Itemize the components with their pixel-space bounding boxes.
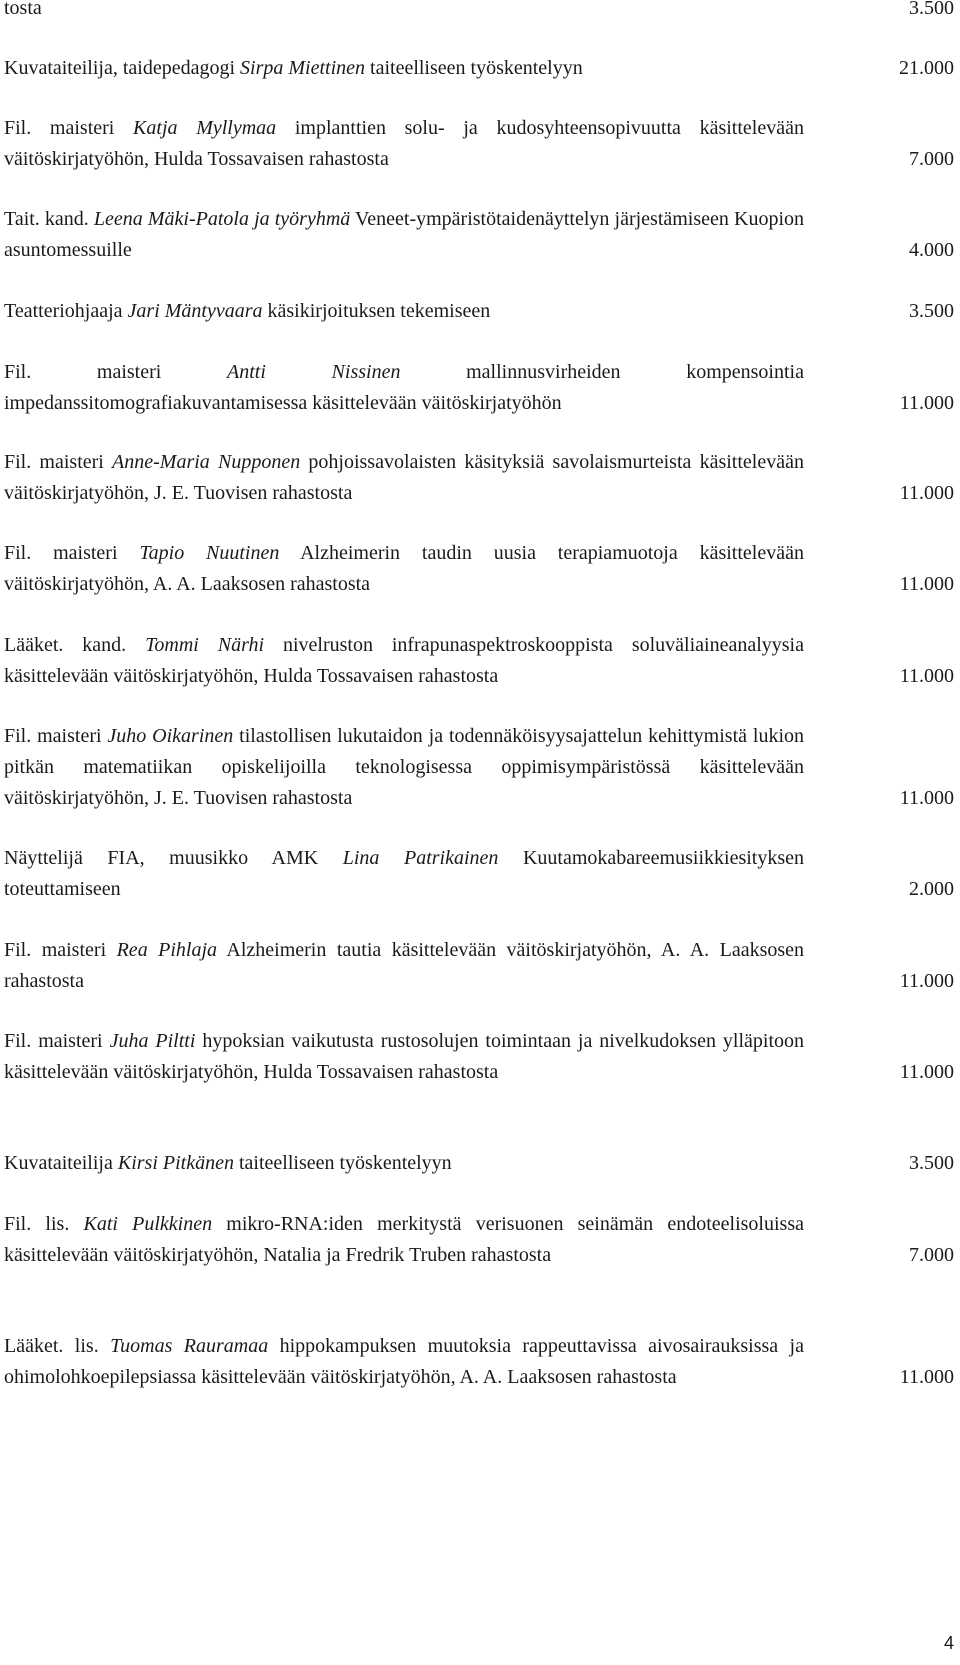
grant-entry	[4, 630, 954, 692]
recipient-name: Katja Myllymaa	[133, 117, 277, 139]
grant-text-post: Kuutamokabareemusiikkiesityksen toteuttamiseen	[4, 847, 805, 900]
grant-description	[4, 1026, 804, 1088]
grant-text-post: mikro-RNA:iden merkitystä verisuonen seinämän endoteelisoluissa käsittelevään väitöskirjatyöhön, Natalia ja Fredrik Truben rahastosta	[4, 1213, 804, 1266]
grant-text-pre: Fil. maisteri	[4, 725, 108, 747]
grant-entry	[4, 935, 954, 997]
grant-text-pre: tosta	[4, 0, 42, 19]
grant-entry	[4, 843, 954, 905]
grant-text-pre: Fil. maisteri	[4, 117, 134, 139]
recipient-name: Jari Mäntyvaara	[127, 300, 263, 322]
recipient-name: Tommi Närhi	[145, 634, 265, 656]
grant-entry	[4, 538, 954, 600]
grant-text-post: tilastollisen lukutaidon ja todennäköisyysajattelun kehittymistä lukion pitkän matematiikan opiskelijoilla teknologisessa oppimisympäristössä käsittelevään väitöskirjatyöhön, J. E. Tuovisen rahastosta	[4, 725, 804, 809]
grant-text-pre: Fil. maisteri	[4, 361, 227, 383]
grant-description	[4, 0, 804, 24]
grant-description	[4, 721, 804, 814]
grant-entry	[4, 357, 954, 419]
grant-description	[4, 113, 804, 175]
grant-amount: 21.000	[899, 57, 954, 79]
grant-text-pre: Näyttelijä FIA, muusikko AMK	[4, 847, 343, 869]
grant-text-pre: Lääket. kand.	[4, 634, 146, 656]
recipient-name: Antti Nissinen	[227, 361, 401, 383]
grant-entry	[4, 204, 954, 266]
grant-amount: 3.500	[909, 1152, 954, 1174]
grant-text-post: pohjoissavolaisten käsityksiä savolaismurteista käsittelevään väitöskirjatyöhön, J. E. Tuovisen rahastosta	[4, 451, 804, 504]
grant-text-pre: Fil. maisteri	[4, 542, 140, 564]
grant-description	[4, 843, 804, 905]
grant-text-pre: Lääket. lis.	[4, 1335, 111, 1357]
grant-text-post: käsikirjoituksen tekemiseen	[262, 300, 491, 322]
grant-amount: 11.000	[899, 970, 954, 992]
page-number: 4	[943, 1633, 954, 1653]
grant-entry	[4, 53, 954, 84]
grant-description	[4, 204, 804, 266]
grant-description	[4, 630, 804, 692]
grant-amount: 4.000	[909, 239, 954, 261]
recipient-name: Anne-Maria Nupponen	[112, 451, 301, 473]
grant-entry	[4, 296, 954, 327]
grant-amount: 7.000	[909, 148, 954, 170]
grant-amount: 7.000	[909, 1244, 954, 1266]
recipient-name: Tuomas Rauramaa	[110, 1335, 269, 1357]
recipient-name: Tapio Nuutinen	[139, 542, 280, 564]
grant-description	[4, 1209, 804, 1271]
grant-text-post: hypoksian vaikutusta rustosolujen toimintaan ja nivelkudoksen ylläpitoon käsittelevään väitöskirjatyöhön, Hulda Tossavaisen rahastosta	[4, 1030, 805, 1083]
recipient-name: Kati Pulkkinen	[83, 1213, 213, 1235]
recipient-name: Leena Mäki-Patola ja työryhmä	[93, 208, 351, 230]
grant-description	[4, 1331, 804, 1393]
grant-entry	[4, 721, 954, 814]
grant-entry	[4, 1026, 954, 1088]
grant-text-pre: Tait. kand.	[4, 208, 94, 230]
grant-amount: 11.000	[899, 1366, 954, 1388]
grant-amount: 2.000	[909, 878, 954, 900]
grant-text-post: taiteelliseen työskentelyyn	[233, 1152, 452, 1174]
grant-text-pre: Kuvataiteilija	[4, 1152, 118, 1174]
grant-text-post: implanttien solu- ja kudosyhteensopivuutta käsittelevään väitöskirjatyöhön, Hulda Tossavaisen rahastosta	[4, 117, 804, 170]
grant-text-post: hippokampuksen muutoksia rappeuttavissa aivosairauksissa ja ohimolohkoepilepsiassa käsittelevään väitöskirjatyöhön, A. A. Laaksosen rahastosta	[4, 1335, 804, 1388]
grant-amount: 11.000	[899, 573, 954, 595]
grant-text-pre: Fil. maisteri	[4, 939, 117, 961]
grant-text-pre: Fil. maisteri	[4, 451, 113, 473]
grant-amount: 11.000	[899, 392, 954, 414]
recipient-name: Rea Pihlaja	[116, 939, 218, 961]
grant-entry	[4, 447, 954, 509]
grant-description	[4, 538, 804, 600]
recipient-name: Juha Piltti	[109, 1030, 196, 1052]
grant-entry	[4, 0, 954, 24]
grant-description	[4, 447, 804, 509]
recipient-name: Sirpa Miettinen	[240, 57, 366, 79]
grant-text-post: mallinnusvirheiden kompensointia impedanssitomografiakuvantamisessa käsittelevään väitöskirjatyöhön	[4, 361, 804, 414]
grant-amount: 11.000	[899, 482, 954, 504]
grant-text-pre: Fil. lis.	[4, 1213, 84, 1235]
grant-description	[4, 935, 804, 997]
grant-amount: 11.000	[899, 665, 954, 687]
grant-text-post: Veneet-ympäristötaidenäyttelyn järjestämiseen Kuopion asuntomessuille	[4, 208, 805, 261]
grant-text-pre: Fil. maisteri	[4, 1030, 110, 1052]
grant-amount: 11.000	[899, 1061, 954, 1083]
recipient-name: Juho Oikarinen	[107, 725, 234, 747]
grant-amount: 3.500	[909, 0, 954, 19]
grant-amount: 3.500	[909, 300, 954, 322]
grant-entry	[4, 113, 954, 175]
grant-entry	[4, 1148, 954, 1179]
grant-description	[4, 296, 804, 327]
grant-amount: 11.000	[899, 787, 954, 809]
grant-text-pre: Kuvataiteilija, taidepedagogi	[4, 57, 241, 79]
grant-text-post: Alzheimerin tautia käsittelevään väitöskirjatyöhön, A. A. Laaksosen rahastosta	[4, 939, 805, 992]
grant-entry	[4, 1209, 954, 1271]
grant-description	[4, 1148, 804, 1179]
recipient-name: Lina Patrikainen	[342, 847, 499, 869]
grant-text-pre: Teatteriohjaaja	[4, 300, 128, 322]
grant-description	[4, 53, 804, 84]
recipient-name: Kirsi Pitkänen	[117, 1152, 234, 1174]
grant-text-post: taiteelliseen työskentelyyn	[365, 57, 583, 79]
grant-description	[4, 357, 804, 419]
grant-text-post: nivelruston infrapunaspektroskooppista soluväliaineanalyysia käsittelevään väitöskirjatyöhön, Hulda Tossavaisen rahastosta	[4, 634, 804, 687]
grant-entry	[4, 1331, 954, 1393]
grant-text-post: Alzheimerin taudin uusia terapiamuotoja käsittelevään väitöskirjatyöhön, A. A. Laaksosen rahastosta	[4, 542, 804, 595]
